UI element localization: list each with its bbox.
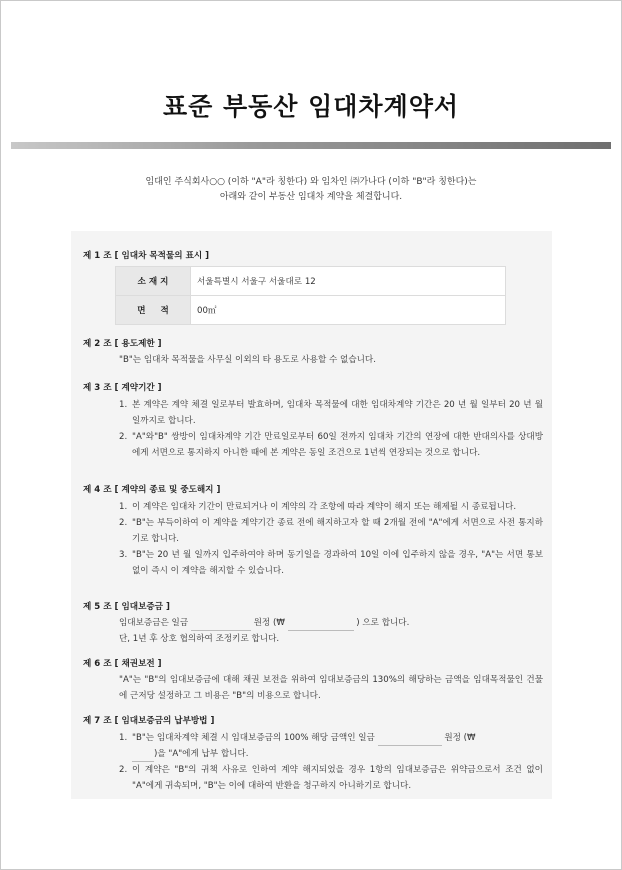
table-row bbox=[116, 267, 506, 296]
item-text: )을 "A"에게 납부 합니다. bbox=[154, 749, 249, 759]
deposit-text-b: 원정 (₩ bbox=[253, 618, 285, 628]
item-text: "B"는 20 년 월 일까지 입주하여야 하며 동기일을 경과하여 10일 이에 입주하지 않을 경우, "A"는 서면 통보 없이 즉시 이 계약을 해지할 수 있습니다. bbox=[132, 550, 543, 576]
article-7 bbox=[83, 715, 543, 794]
document-title: 표준 부동산 임대차계약서 bbox=[162, 92, 460, 121]
list-item bbox=[119, 730, 543, 762]
area-label: 면 적 bbox=[116, 296, 191, 325]
deposit-text-c: ) 으로 합니다. bbox=[356, 618, 410, 628]
article-5 bbox=[83, 601, 543, 647]
article-title: 제 7 조 [ 임대보증금의 납부방법 ] bbox=[83, 716, 215, 726]
list-item bbox=[119, 547, 543, 579]
item-number: 2. bbox=[119, 432, 128, 442]
article-text: "B"는 임대차 목적물을 사무실 이외의 타 용도로 사용할 수 없습니다. bbox=[119, 355, 376, 365]
intro-line: 임대인 주식회사○○ (이하 "A"라 칭한다) 와 임차인 ㈜가나다 (이하 "B"라 칭한다)는 bbox=[145, 177, 477, 187]
article-title: 제 5 조 [ 임대보증금 ] bbox=[83, 602, 170, 612]
location-value: 서울특별시 서울구 서울대로 12 bbox=[191, 267, 506, 296]
deposit-text-a: 임대보증금은 일금 bbox=[119, 618, 189, 628]
payment-number-blank bbox=[132, 752, 154, 762]
intro-paragraph bbox=[1, 175, 621, 205]
list-item bbox=[119, 397, 543, 429]
item-text: 본 계약은 계약 체결 일로부터 발효하며, 임대차 목적물에 대한 임대차계약 기간은 20 년 월 일부터 20 년 월 일까지로 합니다. bbox=[132, 400, 543, 426]
item-number: 1. bbox=[119, 733, 128, 743]
item-text: "A"와"B" 쌍방이 임대차계약 기간 만료일로부터 60일 전까지 임대차 기간의 연장에 대한 반대의사를 상대방에게 서면으로 통지하지 아니한 때에 본 계약은 동일 조건으로 1년씩 연장되는 것으로 합니다. bbox=[132, 432, 543, 458]
item-text: "B"는 부득이하여 이 계약을 계약기간 종료 전에 해지하고자 할 때 2개월 전에 "A"에게 서면으로 사전 통지하기로 합니다. bbox=[132, 518, 543, 544]
item-number: 2. bbox=[119, 518, 128, 528]
article-text: "A"는 "B"의 임대보증금에 대해 채권 보전을 위하여 임대보증금의 130%의 해당하는 금액을 임대목적물인 건물에 근저당 설정하고 그 비용은 "B"의 비용으로 합니다. bbox=[119, 675, 543, 701]
article-6 bbox=[83, 658, 543, 704]
item-text: 원정 (₩ bbox=[444, 733, 476, 743]
list-item bbox=[119, 499, 543, 515]
item-number: 2. bbox=[119, 765, 128, 775]
article-items bbox=[83, 397, 543, 461]
article-1 bbox=[83, 250, 543, 263]
item-number: 1. bbox=[119, 400, 128, 410]
location-label: 소 재 지 bbox=[116, 267, 191, 296]
deposit-note: 단, 1년 후 상호 협의하여 조정키로 합니다. bbox=[119, 634, 280, 644]
property-table bbox=[115, 266, 506, 325]
area-value: 00㎡ bbox=[191, 296, 506, 325]
article-title: 제 4 조 [ 계약의 종료 및 중도해지 ] bbox=[83, 485, 221, 495]
list-item bbox=[119, 762, 543, 794]
article-3 bbox=[83, 382, 543, 461]
title-divider bbox=[11, 142, 611, 149]
item-text: 이 계약은 "B"의 귀책 사유로 인하여 계약 해지되었을 경우 1항의 임대보증금은 위약금으로서 조건 없이 "A"에게 귀속되며, "B"는 이에 대하여 반환을 청구하지 아니하기로 합니다. bbox=[132, 765, 543, 791]
table-row bbox=[116, 296, 506, 325]
item-number: 1. bbox=[119, 502, 128, 512]
deposit-number-blank bbox=[288, 621, 354, 631]
article-title: 제 2 조 [ 용도제한 ] bbox=[83, 339, 162, 349]
payment-amount-blank bbox=[378, 736, 442, 746]
article-4 bbox=[83, 484, 543, 579]
article-2 bbox=[83, 338, 543, 368]
article-items bbox=[83, 499, 543, 579]
list-item bbox=[119, 515, 543, 547]
deposit-amount-blank bbox=[191, 621, 251, 631]
item-number: 3. bbox=[119, 550, 128, 560]
deposit-line bbox=[83, 615, 543, 631]
intro-line: 아래와 같이 부동산 임대차 계약을 체결합니다. bbox=[219, 192, 403, 202]
list-item bbox=[119, 429, 543, 461]
item-text: 이 계약은 임대차 기간이 만료되거나 이 계약의 각 조항에 따라 계약이 해지 또는 해제될 시 종료됩니다. bbox=[132, 502, 517, 512]
article-title: 제 3 조 [ 계약기간 ] bbox=[83, 383, 162, 393]
article-title: 제 1 조 [ 임대차 목적물의 표시 ] bbox=[83, 251, 210, 261]
article-title: 제 6 조 [ 채권보전 ] bbox=[83, 659, 162, 669]
item-text: "B"는 임대차계약 체결 시 임대보증금의 100% 해당 금액인 일금 bbox=[132, 733, 375, 743]
article-items bbox=[83, 730, 543, 794]
